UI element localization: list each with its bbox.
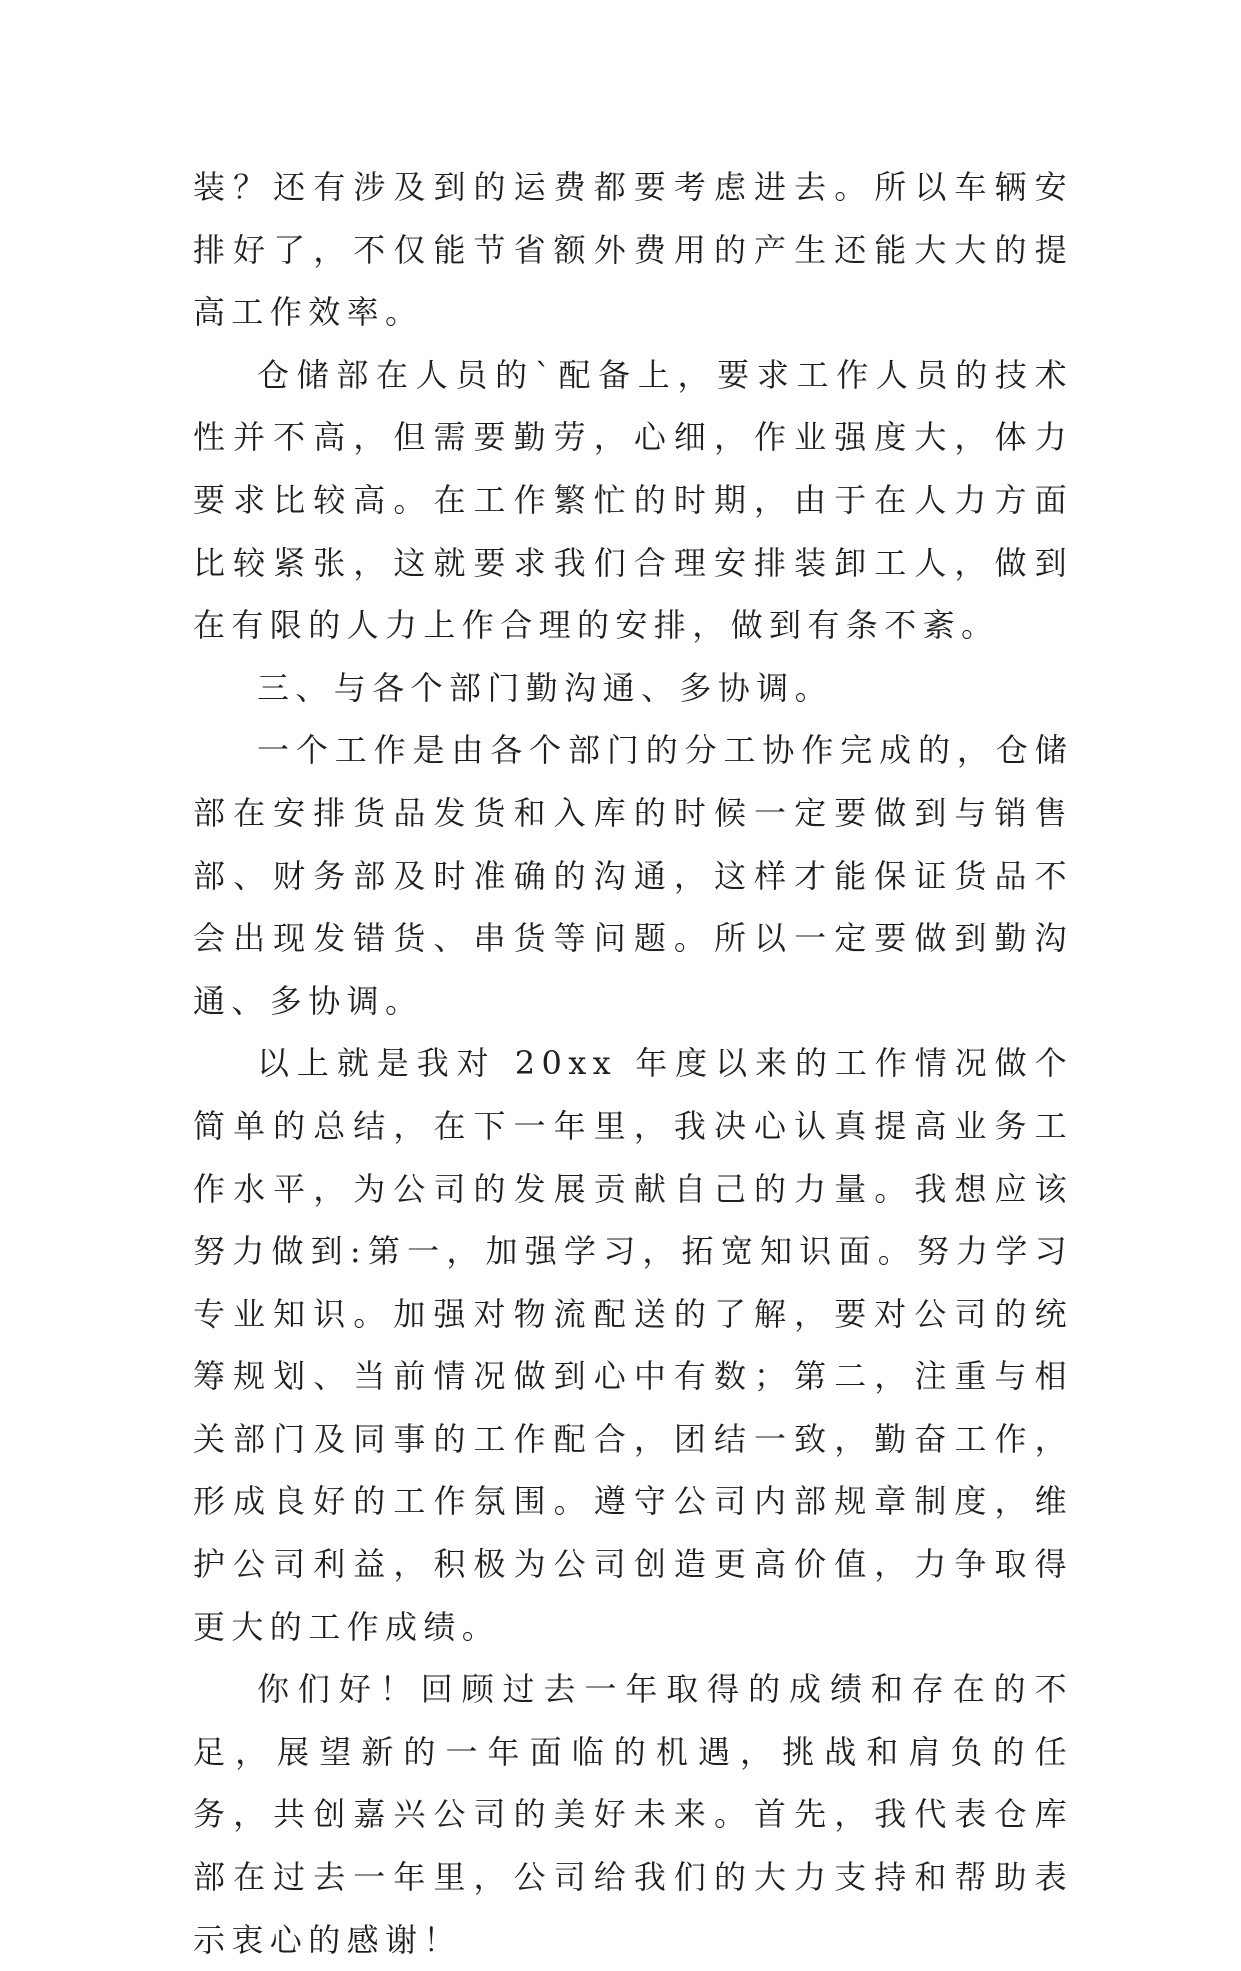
section-heading-communication: 三、与各个部门勤沟通、多协调。: [257, 668, 834, 707]
paragraph-department-cooperation: 一个工作是由各个部门的分工协作完成的，仓储部在安排货品发货和入库的时候一定要做到与销售部、财务部及时准确的沟通，这样才能保证货品不会出现发错货、串货等问题。所以一定要做到勤沟通、多协调。: [193, 731, 1073, 1020]
document-body: [193, 156, 1073, 1971]
paragraph-annual-summary: 以上就是我对 20xx 年度以来的工作情况做个简单的总结，在下一年里，我决心认真提高业务工作水平，为公司的发展贡献自己的力量。我想应该努力做到:第一，加强学习，拓宽知识面。努力学习专业知识。加强对物流配送的了解，要对公司的统筹规划、当前情况做到心中有数；第二，注重与相关部门及同事的工作配合，团结一致，勤奋工作，形成良好的工作氛围。遵守公司内部规章制度，维护公司利益，积极为公司创造更高价值，力争取得更大的工作成绩。: [193, 1044, 1073, 1646]
paragraph-greeting-thanks: 你们好！回顾过去一年取得的成绩和存在的不足，展望新的一年面临的机遇，挑战和肩负的任务，共创嘉兴公司的美好未来。首先，我代表仓库部在过去一年里，公司给我们的大力支持和帮助表示衷心的感谢！: [193, 1670, 1073, 1959]
paragraph-warehouse-staffing: 仓储部在人员的`配备上，要求工作人员的技术性并不高，但需要勤劳，心细，作业强度大，体力要求比较高。在工作繁忙的时期，由于在人力方面比较紧张，这就要求我们合理安排装卸工人，做到在有限的人力上作合理的安排，做到有条不紊。: [193, 355, 1073, 645]
paragraph-transport-continued: 装？还有涉及到的运费都要考虑进去。所以车辆安排好了，不仅能节省额外费用的产生还能大大的提高工作效率。: [193, 168, 1073, 332]
